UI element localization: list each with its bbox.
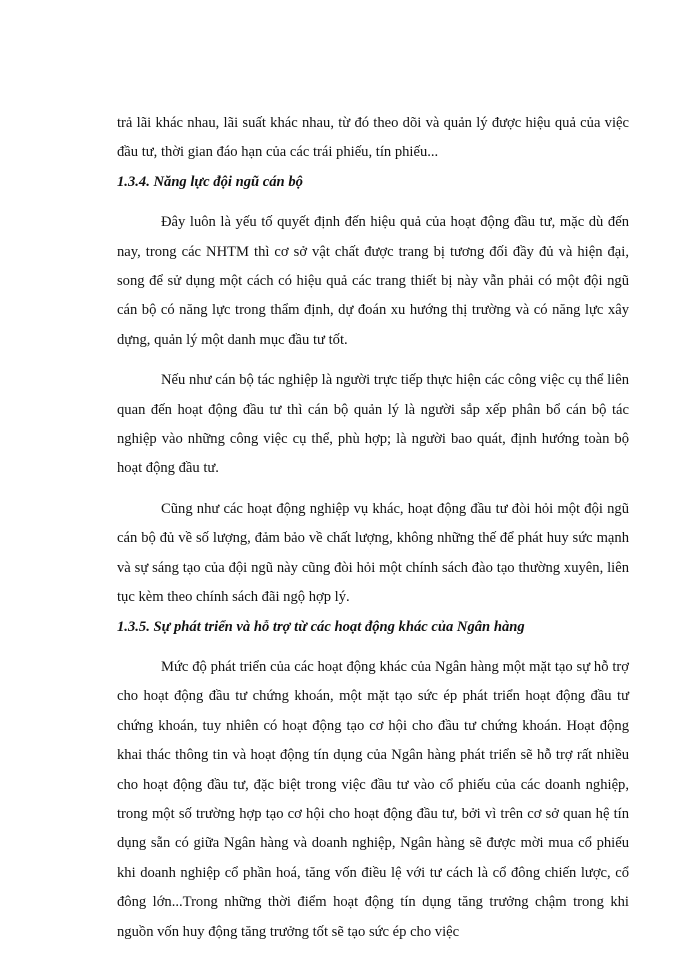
paragraph-1-3-4-c: Cũng như các hoạt động nghiệp vụ khác, hoạt động đầu tư đòi hỏi một đội ngũ cán bộ đủ về số lượng, đảm bảo về chất lượng, không những thế để phát huy sức mạnh và sự sáng tạo của đội ngũ này cũng đòi hỏi một chính sách đào tạo thường xuyên, liên tục kèm theo chính sách đãi ngộ hợp lý. (117, 500, 629, 606)
document-page (117, 109, 629, 947)
section-heading-1-3-4: 1.3.4. Năng lực đội ngũ cán bộ (117, 173, 303, 190)
paragraph-1-3-4-a: Đây luôn là yếu tố quyết định đến hiệu quả của hoạt động đầu tư, mặc dù đến nay, trong các NHTM thì cơ sở vật chất được trang bị tương đối đầy đủ và hiện đại, song để sử dụng một cách có hiệu quả các trang thiết bị này vẫn phải có một đội ngũ cán bộ có năng lực trong thẩm định, dự đoán xu hướng thị trường và có năng lực xây dựng, quản lý một danh mục đầu tư tốt. (117, 214, 629, 348)
section-heading-1-3-5: 1.3.5. Sự phát triển và hỗ trợ từ các hoạt động khác của Ngân hàng (117, 618, 525, 635)
paragraph-1-3-5-a: Mức độ phát triển của các hoạt động khác của Ngân hàng một mặt tạo sự hỗ trợ cho hoạt động đầu tư chứng khoán, một mặt tạo sức ép phát triển hoạt động đầu tư chứng khoán, tuy nhiên có hoạt động tạo cơ hội cho đầu tư chứng khoán. Hoạt động khai thác thông tin và hoạt động tín dụng của Ngân hàng phát triển sẽ hỗ trợ rất nhiều cho hoạt động đầu tư, đặc biệt trong việc đầu tư vào cổ phiếu của các doanh nghiệp, trong một số trường hợp tạo cơ hội cho hoạt động đầu tư, bởi vì trên cơ sở quan hệ tín dụng sẵn có giữa Ngân hàng và doanh nghiệp, Ngân hàng sẽ được mời mua cổ phiếu khi doanh nghiệp cổ phần hoá, tăng vốn điều lệ với tư cách là cổ đông chiến lược, cổ đông lớn...Trong những thời điểm hoạt động tín dụng tăng trưởng chậm trong khi nguồn vốn huy động tăng trưởng tốt sẽ tạo sức ép cho việc (117, 658, 629, 940)
intro-paragraph: trả lãi khác nhau, lãi suất khác nhau, từ đó theo dõi và quản lý được hiệu quả của việc đầu tư, thời gian đáo hạn của các trái phiếu, tín phiếu... (117, 115, 629, 161)
paragraph-1-3-4-b: Nếu như cán bộ tác nghiệp là người trực tiếp thực hiện các công việc cụ thể liên quan đến hoạt động đầu tư thì cán bộ quản lý là người sắp xếp phân bổ cán bộ tác nghiệp vào những công việc cụ thể, phù hợp; là người bao quát, định hướng toàn bộ hoạt động đầu tư. (117, 372, 629, 477)
